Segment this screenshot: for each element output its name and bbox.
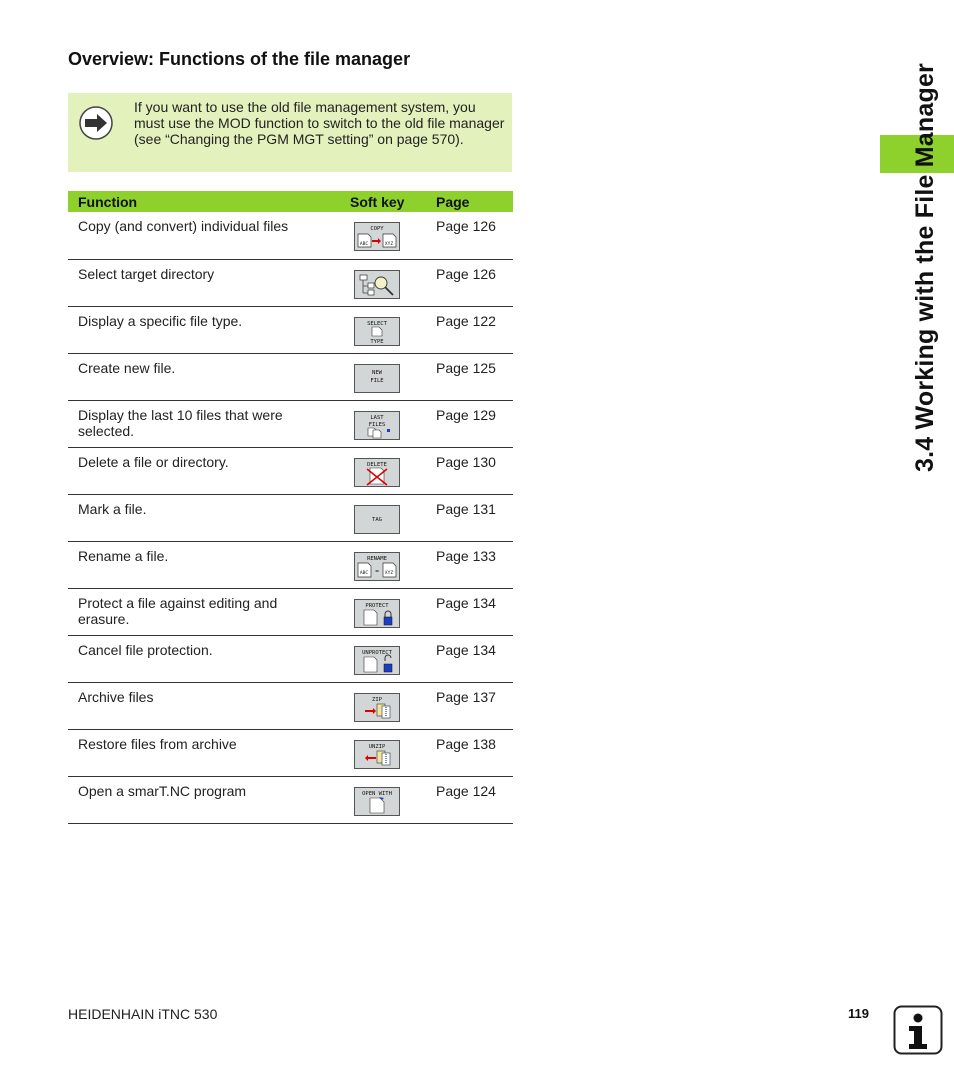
function-cell: Display a specific file type. — [68, 306, 340, 353]
function-cell: Select target directory — [68, 259, 340, 306]
functions-table — [68, 191, 513, 824]
note-box — [68, 93, 512, 172]
svg-text:=: = — [375, 567, 379, 575]
svg-text:ABC: ABC — [359, 242, 369, 247]
svg-text:FILES: FILES — [368, 421, 386, 428]
svg-text:COPY: COPY — [370, 226, 384, 232]
svg-text:LAST: LAST — [370, 414, 384, 421]
svg-text:XYZ: XYZ — [384, 570, 394, 576]
page-cell: Page 137 — [426, 682, 513, 729]
function-cell: Mark a file. — [68, 494, 340, 541]
copy-files-icon — [355, 223, 399, 250]
arrow-right-icon — [78, 105, 114, 141]
function-cell: Cancel file protection. — [68, 635, 340, 682]
softkey-cell — [340, 400, 426, 447]
page-cell: Page 129 — [426, 400, 513, 447]
info-icon — [893, 1005, 943, 1055]
select-type-icon — [355, 318, 399, 345]
page-cell: Page 122 — [426, 306, 513, 353]
svg-text:ZIP: ZIP — [372, 696, 382, 703]
table-row — [68, 682, 513, 729]
last-files-softkey[interactable] — [354, 411, 400, 440]
softkey-cell — [340, 541, 426, 588]
table-header-row — [68, 191, 513, 212]
table-row — [68, 541, 513, 588]
softkey-cell — [340, 259, 426, 306]
page-cell: Page 138 — [426, 729, 513, 776]
unzip-archive-icon — [355, 741, 399, 768]
open-with-softkey[interactable] — [354, 787, 400, 816]
page-cell: Page 131 — [426, 494, 513, 541]
table-row — [68, 259, 513, 306]
header-page: Page — [426, 191, 513, 212]
protect-softkey[interactable] — [354, 599, 400, 628]
page-cell: Page 133 — [426, 541, 513, 588]
svg-text:OPEN WITH: OPEN WITH — [362, 790, 392, 797]
unzip-softkey[interactable] — [354, 740, 400, 769]
page-cell: Page 126 — [426, 259, 513, 306]
table-row — [68, 729, 513, 776]
svg-text:UNPROTECT: UNPROTECT — [362, 649, 392, 656]
header-function: Function — [68, 191, 340, 212]
table-row — [68, 212, 513, 259]
page-number: 119 — [848, 1006, 869, 1021]
new-file-icon — [355, 365, 399, 392]
tag-icon — [355, 506, 399, 533]
softkey-cell — [340, 588, 426, 635]
svg-text:PROTECT: PROTECT — [365, 602, 389, 609]
svg-text:DELETE: DELETE — [367, 461, 387, 468]
svg-text:TYPE: TYPE — [370, 338, 384, 345]
unprotect-lock-icon — [355, 647, 399, 674]
svg-text:TAG: TAG — [372, 516, 382, 523]
table-row — [68, 353, 513, 400]
svg-text:UNZIP: UNZIP — [368, 743, 386, 750]
softkey-cell — [340, 447, 426, 494]
function-cell: Display the last 10 files that were selected. — [68, 400, 340, 447]
softkey-cell — [340, 212, 426, 259]
softkey-cell — [340, 682, 426, 729]
softkey-cell — [340, 306, 426, 353]
note-text: If you want to use the old file management system, you must use the MOD function to switch to the old file manager (see “Changing the PGM MGT setting” on page 570). — [134, 99, 505, 147]
unprotect-softkey[interactable] — [354, 646, 400, 675]
page-cell: Page 130 — [426, 447, 513, 494]
tag-softkey[interactable] — [354, 505, 400, 534]
table-row — [68, 776, 513, 823]
svg-text:RENAME: RENAME — [367, 555, 387, 562]
copy-softkey[interactable] — [354, 222, 400, 251]
open-with-icon — [355, 788, 399, 815]
delete-file-icon — [355, 459, 399, 486]
chapter-title: 3.4 Working with the File Manager — [911, 63, 939, 472]
svg-text:XYZ: XYZ — [384, 242, 394, 247]
page-cell: Page 134 — [426, 635, 513, 682]
new-file-softkey[interactable] — [354, 364, 400, 393]
table-row — [68, 635, 513, 682]
table-row — [68, 306, 513, 353]
function-cell: Protect a file against editing and erasure. — [68, 588, 340, 635]
select-type-softkey[interactable] — [354, 317, 400, 346]
function-cell: Rename a file. — [68, 541, 340, 588]
svg-text:NEW: NEW — [372, 369, 382, 376]
function-cell: Open a smarT.NC program — [68, 776, 340, 823]
function-cell: Archive files — [68, 682, 340, 729]
softkey-cell — [340, 729, 426, 776]
zip-archive-icon — [355, 694, 399, 721]
table-row — [68, 588, 513, 635]
softkey-cell — [340, 776, 426, 823]
delete-softkey[interactable] — [354, 458, 400, 487]
function-cell: Delete a file or directory. — [68, 447, 340, 494]
section-heading: Overview: Functions of the file manager — [68, 49, 411, 69]
svg-text:SELECT: SELECT — [367, 320, 387, 327]
table-row — [68, 447, 513, 494]
protect-lock-icon — [355, 600, 399, 627]
footer-product: HEIDENHAIN iTNC 530 — [68, 1006, 218, 1022]
function-cell: Create new file. — [68, 353, 340, 400]
softkey-cell — [340, 635, 426, 682]
page-cell: Page 125 — [426, 353, 513, 400]
zip-softkey[interactable] — [354, 693, 400, 722]
svg-text:ABC: ABC — [359, 570, 369, 576]
rename-file-icon — [355, 553, 399, 580]
header-softkey: Soft key — [340, 191, 426, 212]
function-cell: Restore files from archive — [68, 729, 340, 776]
softkey-cell — [340, 353, 426, 400]
page-cell: Page 124 — [426, 776, 513, 823]
softkey-cell — [340, 494, 426, 541]
table-row — [68, 400, 513, 447]
target-directory-softkey[interactable] — [354, 270, 400, 299]
rename-softkey[interactable] — [354, 552, 400, 581]
last-files-icon — [355, 412, 399, 439]
table-row — [68, 494, 513, 541]
svg-text:FILE: FILE — [370, 377, 384, 384]
folder-magnifier-icon — [355, 271, 399, 298]
page-cell: Page 126 — [426, 212, 513, 259]
function-cell: Copy (and convert) individual files — [68, 212, 340, 259]
page-cell: Page 134 — [426, 588, 513, 635]
